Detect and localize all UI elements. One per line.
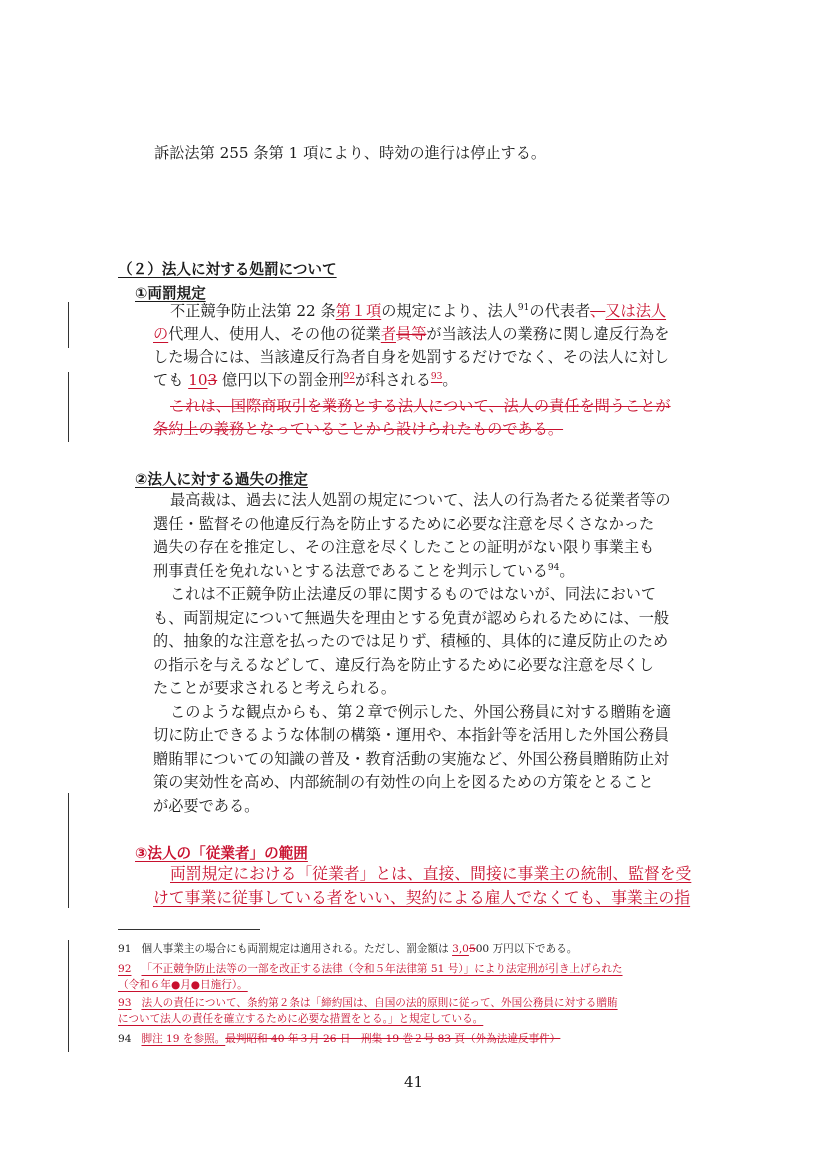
text: 00 万円以下である。 (475, 943, 578, 955)
s3-line-2: けて事業に従事している者をいい、契約による雇人でなくても、事業主の指 (153, 888, 691, 907)
s2-p1-line-1: 最高裁は、過去に法人処罰の規定について、法人の行為者たる従業者等の (170, 491, 671, 509)
s2-p2-line-2: も、両罰規定について無過失を理由とする免責が認められるためには、一般 (153, 609, 670, 627)
footnote-ref[interactable]: 94 (547, 562, 560, 573)
text: 刑事責任を免れないとする法意であることを判示している (153, 562, 548, 580)
s2-p3-line-5: が必要である。 (153, 797, 260, 815)
s2-p1-line-3: 過失の存在を推定し、その注意を尽くしたことの証明がない限り事業主も (153, 538, 655, 556)
deleted-text: 5 (468, 943, 476, 955)
change-bar (68, 302, 69, 348)
text: の代表者 (529, 302, 591, 320)
subsection-1-heading: ①両罰規定 (135, 285, 206, 302)
footnote-94 (118, 1032, 560, 1047)
footnote-ref[interactable]: 92 (343, 371, 355, 382)
text: 代理人、使用人、その他の従業 (168, 325, 381, 343)
text: の規定により、法人 (381, 302, 518, 320)
text: が当該法人の業務に関し違反行為を (426, 325, 670, 343)
text: 「不正競争防止法等の一部を改正する法律（令和５年法律第 51 号）」により法定刑が引き上げられた (141, 963, 623, 975)
s2-p1-line-4 (153, 560, 575, 584)
section-heading: （２）法人に対する処罰について (118, 261, 337, 278)
text: 法人の責任について、条約第２条は「締約国は、自国の法的原則に従って、外国公務員に対する贈賄 (141, 997, 618, 1009)
s1-line-1 (170, 300, 666, 324)
text: 不正競争防止法第 22 条 (170, 302, 336, 320)
s2-p2-line-3: 的、抽象的な注意を払ったのでは足りず、積極的、具体的に違反防止のため (153, 632, 669, 650)
deleted-paragraph-line-1: これは、国際商取引を業務とする法人について、法人の責任を問うことが (170, 397, 671, 415)
text: 。 (559, 562, 575, 580)
s2-p3-line-4: 策の実効性を高め、内部統制の有効性の向上を図るための方策をとること (153, 773, 654, 791)
change-bar (68, 372, 69, 442)
s2-p2-line-4: の指示を与えるなどして、違反行為を防止するために必要な注意を尽くし (153, 656, 654, 674)
footnote-separator (118, 929, 260, 930)
text: 個人事業主の場合にも両罰規定は適用される。ただし、罰金額は (141, 943, 453, 955)
s1-line-4 (153, 369, 458, 393)
change-bar (68, 793, 69, 908)
s2-p3-line-2: 切に防止できるような体制の構築・運用や、本指針等を活用した外国公務員 (153, 726, 670, 744)
inserted-text: 脚注 19 を参照。 (141, 1033, 226, 1045)
text: ても (153, 371, 189, 389)
inserted-text: 又は法人 (605, 302, 667, 320)
footnote-number: 91 (118, 943, 132, 955)
carryover-line: 訴訟法第 255 条第 1 項により、時効の進行は停止する。 (154, 144, 547, 162)
footnote-91 (118, 942, 577, 957)
s2-p1-line-2: 選任・監督その他違反行為を防止するために必要な注意を尽くさなかった (153, 515, 655, 533)
deleted-text: 員等 (396, 325, 427, 343)
footnote-92-line-2: （令和６年●月●日施行）。 (118, 979, 248, 991)
deleted-paragraph-line-2: 条約上の義務となっていることから設けられたものである。 (153, 420, 564, 438)
change-bar (68, 940, 69, 1052)
inserted-text: 第１項 (335, 302, 382, 320)
footnote-number: 93 (118, 997, 132, 1009)
s2-p3-line-3: 贈賄罪についての知識の普及・教育活動の実施など、外国公務員贈賄防止対 (153, 750, 670, 768)
s1-line-3: した場合には、当該違反行為者自身を処罰するだけでなく、その法人に対し (153, 348, 670, 366)
s1-line-2 (153, 323, 669, 347)
deleted-text: 、 (590, 302, 606, 320)
inserted-text: 者 (380, 325, 396, 343)
s2-p3-line-1: このような観点からも、第２章で例示した、外国公務員に対する贈賄を適 (170, 703, 672, 721)
page-number: 41 (404, 1073, 424, 1091)
footnote-92 (118, 962, 623, 977)
footnote-93-line-2: について法人の責任を確立するために必要な措置をとる。」と規定している。 (118, 1013, 484, 1025)
text: が科される (354, 371, 431, 389)
text: 。 (442, 371, 458, 389)
footnote-ref[interactable]: 93 (430, 371, 443, 382)
s2-p2-line-1: これは不正競争防止法違反の罪に関するものではないが、同法において (170, 585, 656, 603)
footnote-ref[interactable]: 91 (517, 302, 530, 313)
subsection-2-heading: ②法人に対する過失の推定 (135, 471, 308, 488)
s3-line-1: 両罰規定における「従業者」とは、直接、間接に事業主の統制、監督を受 (170, 864, 692, 883)
deleted-text: 3 (207, 371, 218, 389)
inserted-text: 10 (188, 371, 208, 389)
footnote-93 (118, 996, 618, 1011)
deleted-text: 最判昭和 40 年３月 26 日 刑集 19 巻２号 83 頁（外為法違反事件） (225, 1033, 561, 1045)
text: 億円以下の罰金刑 (217, 371, 344, 389)
inserted-text: 3,0 (452, 943, 469, 955)
subsection-3-heading: ③法人の「従業者」の範囲 (135, 845, 308, 862)
s2-p2-line-5: たことが要求されると考えられる。 (153, 679, 396, 697)
footnote-number: 92 (118, 963, 132, 975)
inserted-text: の (153, 325, 169, 343)
footnote-number: 94 (118, 1033, 132, 1045)
